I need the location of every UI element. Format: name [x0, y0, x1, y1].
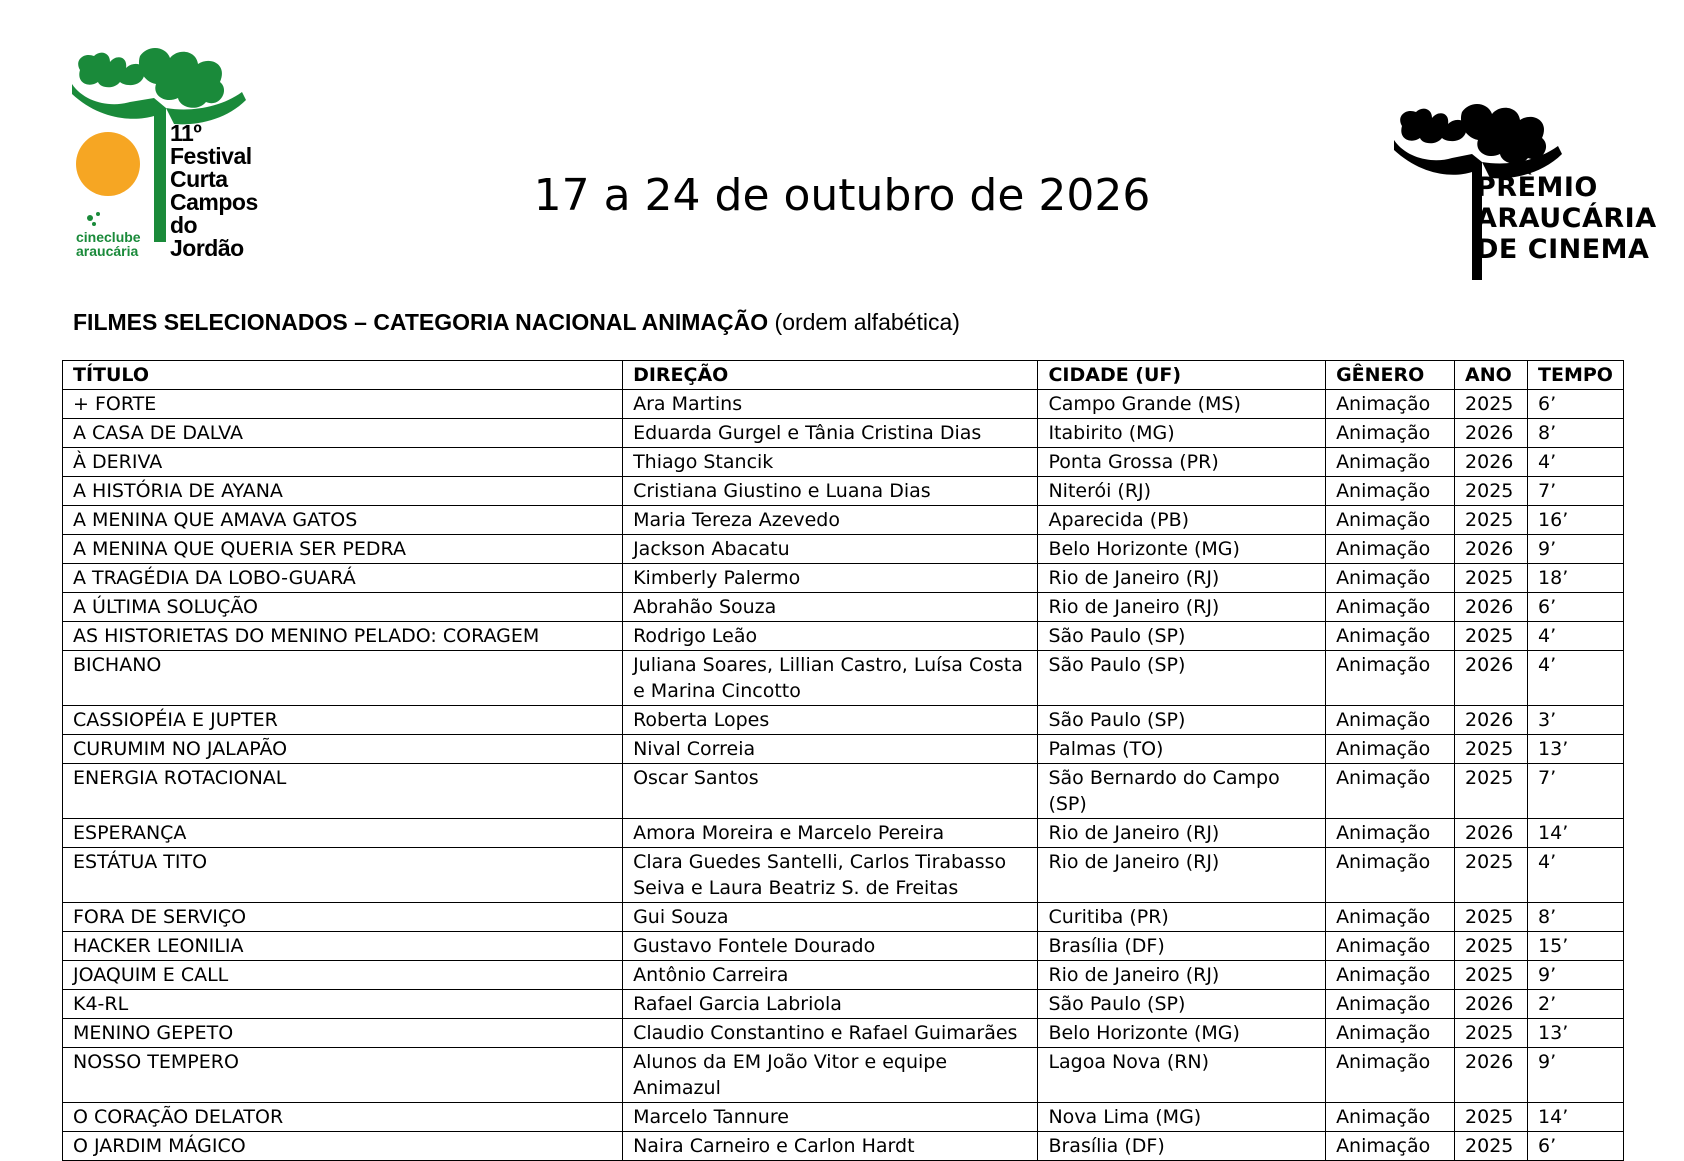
cell-city: Aparecida (PB)	[1038, 506, 1326, 535]
cell-duration: 13’	[1528, 735, 1624, 764]
cell-year: 2026	[1455, 419, 1528, 448]
cell-genre: Animação	[1326, 706, 1455, 735]
cell-duration: 8’	[1528, 419, 1624, 448]
cell-city: Brasília (DF)	[1038, 1132, 1326, 1161]
cell-genre: Animação	[1326, 1019, 1455, 1048]
cell-duration: 3’	[1528, 706, 1624, 735]
table-row	[63, 535, 1624, 564]
cell-duration: 18’	[1528, 564, 1624, 593]
cell-title: A TRAGÉDIA DA LOBO-GUARÁ	[63, 564, 623, 593]
cell-director: Abrahão Souza	[623, 593, 1038, 622]
cell-title: K4-RL	[63, 990, 623, 1019]
cell-city: Belo Horizonte (MG)	[1038, 1019, 1326, 1048]
table-row	[63, 1048, 1624, 1103]
cell-director: Rafael Garcia Labriola	[623, 990, 1038, 1019]
cell-city: Campo Grande (MS)	[1038, 390, 1326, 419]
cell-director: Ara Martins	[623, 390, 1038, 419]
column-header-director: DIREÇÃO	[623, 361, 1038, 390]
cell-genre: Animação	[1326, 564, 1455, 593]
cell-genre: Animação	[1326, 735, 1455, 764]
cell-city: São Paulo (SP)	[1038, 990, 1326, 1019]
cell-duration: 8’	[1528, 903, 1624, 932]
table-row	[63, 1132, 1624, 1161]
table-row	[63, 390, 1624, 419]
cell-title: HACKER LEONILIA	[63, 932, 623, 961]
cell-director: Claudio Constantino e Rafael Guimarães	[623, 1019, 1038, 1048]
cell-duration: 13’	[1528, 1019, 1624, 1048]
cell-director: Roberta Lopes	[623, 706, 1038, 735]
cell-title: A MENINA QUE QUERIA SER PEDRA	[63, 535, 623, 564]
cell-title: BICHANO	[63, 651, 623, 706]
cell-director: Thiago Stancik	[623, 448, 1038, 477]
cell-duration: 16’	[1528, 506, 1624, 535]
cell-title: ESTÁTUA TITO	[63, 848, 623, 903]
cell-genre: Animação	[1326, 448, 1455, 477]
cell-city: Lagoa Nova (RN)	[1038, 1048, 1326, 1103]
cell-duration: 4’	[1528, 651, 1624, 706]
cell-city: São Paulo (SP)	[1038, 622, 1326, 651]
cell-year: 2025	[1455, 1132, 1528, 1161]
cell-city: Ponta Grossa (PR)	[1038, 448, 1326, 477]
cell-genre: Animação	[1326, 622, 1455, 651]
table-row	[63, 706, 1624, 735]
films-table-body	[63, 390, 1624, 1161]
section-heading-bold: FILMES SELECIONADOS – CATEGORIA NACIONAL ANIMAÇÃO	[73, 309, 769, 335]
cell-city: Nova Lima (MG)	[1038, 1103, 1326, 1132]
table-row	[63, 848, 1624, 903]
table-header-row	[63, 361, 1624, 390]
cell-duration: 15’	[1528, 932, 1624, 961]
cell-title: O CORAÇÃO DELATOR	[63, 1103, 623, 1132]
cell-genre: Animação	[1326, 390, 1455, 419]
table-row	[63, 932, 1624, 961]
cell-title: A MENINA QUE AMAVA GATOS	[63, 506, 623, 535]
cell-city: Rio de Janeiro (RJ)	[1038, 848, 1326, 903]
table-row	[63, 1019, 1624, 1048]
cell-city: Rio de Janeiro (RJ)	[1038, 593, 1326, 622]
cell-director: Gustavo Fontele Dourado	[623, 932, 1038, 961]
cell-genre: Animação	[1326, 903, 1455, 932]
cell-year: 2026	[1455, 448, 1528, 477]
cell-director: Alunos da EM João Vitor e equipe Animazul	[623, 1048, 1038, 1103]
table-row	[63, 764, 1624, 819]
section-heading	[73, 309, 960, 336]
cell-city: São Bernardo do Campo (SP)	[1038, 764, 1326, 819]
cell-title: AS HISTORIETAS DO MENINO PELADO: CORAGEM	[63, 622, 623, 651]
table-row	[63, 1103, 1624, 1132]
event-dates-title: 17 a 24 de outubro de 2026	[533, 170, 1151, 221]
cell-year: 2025	[1455, 477, 1528, 506]
cell-director: Clara Guedes Santelli, Carlos Tirabasso Seiva e Laura Beatriz S. de Freitas	[623, 848, 1038, 903]
cell-year: 2026	[1455, 819, 1528, 848]
festival-name-text: 11º Festival Curta Campos do Jordão	[170, 120, 258, 261]
table-row	[63, 419, 1624, 448]
table-row	[63, 961, 1624, 990]
cell-duration: 7’	[1528, 477, 1624, 506]
cell-title: A CASA DE DALVA	[63, 419, 623, 448]
cell-title: MENINO GEPETO	[63, 1019, 623, 1048]
cell-year: 2025	[1455, 390, 1528, 419]
cell-director: Amora Moreira e Marcelo Pereira	[623, 819, 1038, 848]
cell-duration: 6’	[1528, 1132, 1624, 1161]
cell-title: ESPERANÇA	[63, 819, 623, 848]
cell-director: Naira Carneiro e Carlon Hardt	[623, 1132, 1038, 1161]
cell-title: O JARDIM MÁGICO	[63, 1132, 623, 1161]
cell-duration: 9’	[1528, 961, 1624, 990]
cell-genre: Animação	[1326, 593, 1455, 622]
table-row	[63, 593, 1624, 622]
cell-title: A HISTÓRIA DE AYANA	[63, 477, 623, 506]
cell-year: 2025	[1455, 622, 1528, 651]
cell-city: Rio de Janeiro (RJ)	[1038, 961, 1326, 990]
cell-year: 2025	[1455, 1103, 1528, 1132]
column-header-year: ANO	[1455, 361, 1528, 390]
table-row	[63, 506, 1624, 535]
cell-genre: Animação	[1326, 819, 1455, 848]
cell-year: 2026	[1455, 651, 1528, 706]
cell-year: 2025	[1455, 961, 1528, 990]
table-row	[63, 651, 1624, 706]
cell-year: 2025	[1455, 506, 1528, 535]
cell-genre: Animação	[1326, 651, 1455, 706]
cell-genre: Animação	[1326, 1103, 1455, 1132]
cell-city: Palmas (TO)	[1038, 735, 1326, 764]
cell-year: 2025	[1455, 564, 1528, 593]
cell-genre: Animação	[1326, 419, 1455, 448]
cell-genre: Animação	[1326, 1132, 1455, 1161]
cell-director: Marcelo Tannure	[623, 1103, 1038, 1132]
cell-duration: 14’	[1528, 819, 1624, 848]
cell-director: Kimberly Palermo	[623, 564, 1038, 593]
table-row	[63, 477, 1624, 506]
cell-duration: 4’	[1528, 622, 1624, 651]
cell-genre: Animação	[1326, 990, 1455, 1019]
table-row	[63, 819, 1624, 848]
cell-director: Maria Tereza Azevedo	[623, 506, 1038, 535]
cell-year: 2026	[1455, 1048, 1528, 1103]
cell-title: À DERIVA	[63, 448, 623, 477]
cell-year: 2026	[1455, 706, 1528, 735]
films-table	[62, 360, 1624, 1161]
column-header-duration: TEMPO	[1528, 361, 1624, 390]
cell-duration: 2’	[1528, 990, 1624, 1019]
cell-city: Itabirito (MG)	[1038, 419, 1326, 448]
award-name-text: PRÊMIO ARAUCÁRIA DE CINEMA	[1476, 172, 1657, 265]
table-row	[63, 564, 1624, 593]
cell-duration: 4’	[1528, 848, 1624, 903]
cell-year: 2025	[1455, 735, 1528, 764]
cell-city: Belo Horizonte (MG)	[1038, 535, 1326, 564]
column-header-genre: GÊNERO	[1326, 361, 1455, 390]
cell-director: Gui Souza	[623, 903, 1038, 932]
cell-year: 2026	[1455, 535, 1528, 564]
cell-title: FORA DE SERVIÇO	[63, 903, 623, 932]
cell-genre: Animação	[1326, 535, 1455, 564]
cell-director: Nival Correia	[623, 735, 1038, 764]
cell-year: 2025	[1455, 1019, 1528, 1048]
cell-genre: Animação	[1326, 961, 1455, 990]
cell-genre: Animação	[1326, 477, 1455, 506]
cell-genre: Animação	[1326, 848, 1455, 903]
cell-duration: 6’	[1528, 593, 1624, 622]
cell-city: Rio de Janeiro (RJ)	[1038, 564, 1326, 593]
cell-duration: 9’	[1528, 535, 1624, 564]
cell-director: Rodrigo Leão	[623, 622, 1038, 651]
cell-city: Brasília (DF)	[1038, 932, 1326, 961]
cell-genre: Animação	[1326, 764, 1455, 819]
cell-duration: 9’	[1528, 1048, 1624, 1103]
table-row	[63, 903, 1624, 932]
cell-director: Cristiana Giustino e Luana Dias	[623, 477, 1038, 506]
cell-city: Niterói (RJ)	[1038, 477, 1326, 506]
cell-genre: Animação	[1326, 506, 1455, 535]
column-header-title: TÍTULO	[63, 361, 623, 390]
table-row	[63, 622, 1624, 651]
cell-duration: 7’	[1528, 764, 1624, 819]
cell-director: Antônio Carreira	[623, 961, 1038, 990]
section-heading-note: (ordem alfabética)	[774, 309, 960, 335]
cell-title: + FORTE	[63, 390, 623, 419]
cell-year: 2026	[1455, 593, 1528, 622]
cell-duration: 14’	[1528, 1103, 1624, 1132]
cell-duration: 6’	[1528, 390, 1624, 419]
cell-year: 2025	[1455, 903, 1528, 932]
cell-title: JOAQUIM E CALL	[63, 961, 623, 990]
cell-city: Rio de Janeiro (RJ)	[1038, 819, 1326, 848]
cell-year: 2025	[1455, 932, 1528, 961]
cell-director: Juliana Soares, Lillian Castro, Luísa Costa e Marina Cincotto	[623, 651, 1038, 706]
cell-genre: Animação	[1326, 1048, 1455, 1103]
cineclube-label: cineclube araucária	[76, 229, 141, 259]
cell-year: 2025	[1455, 764, 1528, 819]
cell-year: 2026	[1455, 990, 1528, 1019]
cell-title: CASSIOPÉIA E JUPTER	[63, 706, 623, 735]
table-row	[63, 448, 1624, 477]
cell-duration: 4’	[1528, 448, 1624, 477]
cell-title: ENERGIA ROTACIONAL	[63, 764, 623, 819]
cell-director: Eduarda Gurgel e Tânia Cristina Dias	[623, 419, 1038, 448]
cell-director: Oscar Santos	[623, 764, 1038, 819]
cell-genre: Animação	[1326, 932, 1455, 961]
cell-city: São Paulo (SP)	[1038, 706, 1326, 735]
cell-title: A ÚLTIMA SOLUÇÃO	[63, 593, 623, 622]
table-row	[63, 990, 1624, 1019]
cell-year: 2025	[1455, 848, 1528, 903]
table-row	[63, 735, 1624, 764]
cell-city: Curitiba (PR)	[1038, 903, 1326, 932]
column-header-city: CIDADE (UF)	[1038, 361, 1326, 390]
cell-title: NOSSO TEMPERO	[63, 1048, 623, 1103]
cell-director: Jackson Abacatu	[623, 535, 1038, 564]
cell-title: CURUMIM NO JALAPÃO	[63, 735, 623, 764]
cell-city: São Paulo (SP)	[1038, 651, 1326, 706]
